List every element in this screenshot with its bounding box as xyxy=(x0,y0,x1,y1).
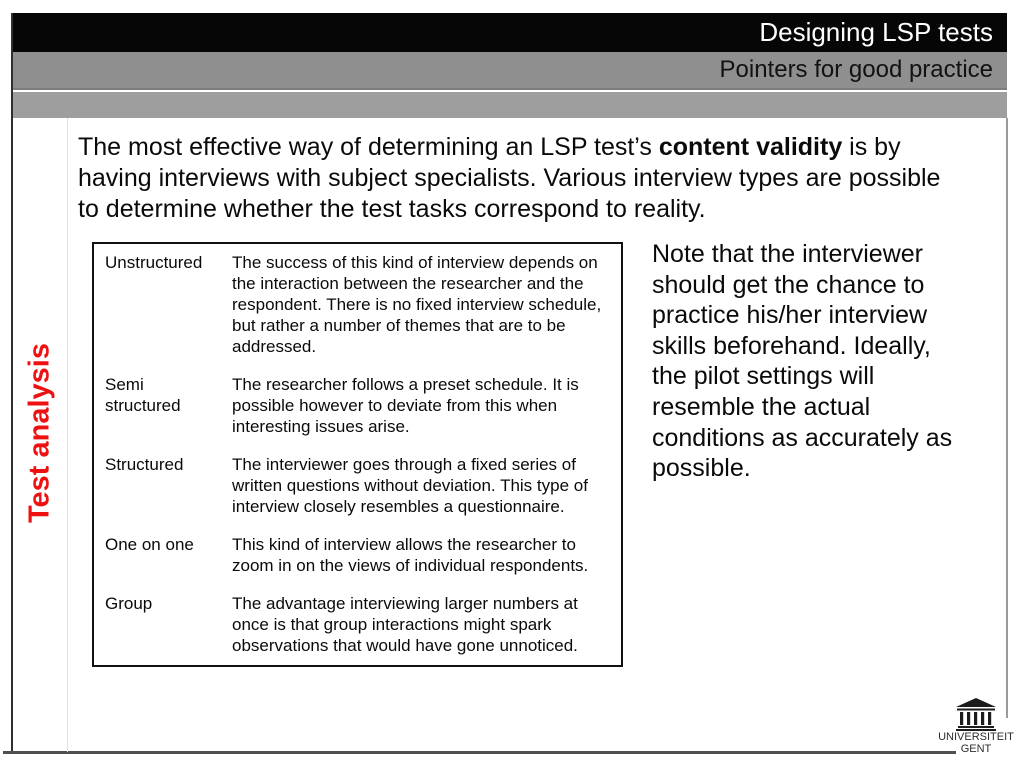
note-line: possible. xyxy=(652,454,751,483)
subtitle-bar xyxy=(11,52,1007,90)
row-type-label: Semi structured xyxy=(105,375,181,415)
title-bar xyxy=(11,13,1007,52)
sidebar-divider-line xyxy=(67,118,68,752)
row-type-label: Unstructured xyxy=(105,253,203,272)
decor-strip xyxy=(11,92,1007,118)
university-temple-icon xyxy=(956,698,996,731)
interview-types-table xyxy=(92,242,623,667)
slide-title: Designing LSP tests xyxy=(759,17,993,47)
row-type-label: Structured xyxy=(105,455,184,474)
note-line: Note that the interviewer xyxy=(652,240,923,268)
row-description: The interviewer goes through a fixed series of written questions without deviation. This type of interview closely resembles a questionnaire. xyxy=(232,455,588,516)
intro-text-line2: having interviews with subject specialists. Various interview types are possible xyxy=(78,164,941,192)
note-paragraph xyxy=(652,239,992,484)
section-label-test-analysis: Test analysis xyxy=(23,342,56,524)
slide-subtitle: Pointers for good practice xyxy=(719,56,993,83)
row-description: The advantage interviewing larger numbers at once is that group interactions might spark observations that would have gone unnoticed. xyxy=(232,594,578,655)
intro-text-post: is by xyxy=(842,133,901,161)
note-line: resemble the actual xyxy=(652,392,871,421)
bottom-border-line xyxy=(3,751,956,754)
intro-text-pre: The most effective way of determining an LSP test’s xyxy=(78,133,659,161)
table-row xyxy=(105,374,613,437)
table-row xyxy=(105,454,613,517)
row-description: The success of this kind of interview depends on the interaction between the researcher and the respondent. There is no fixed interview schedule, but rather a number of themes that are to be addressed. xyxy=(232,253,602,356)
table-row xyxy=(105,593,613,656)
logo-city-text: GENT xyxy=(960,743,992,755)
university-logo xyxy=(936,698,1016,755)
note-line: the pilot settings will xyxy=(652,362,875,391)
intro-text-bold: content validity xyxy=(658,133,843,161)
intro-text-line3: to determine whether the test tasks correspond to reality. xyxy=(78,195,706,223)
row-type-label: Group xyxy=(105,594,153,613)
note-line: practice his/her interview xyxy=(652,301,928,330)
note-line: should get the chance to xyxy=(652,270,925,299)
row-description: This kind of interview allows the researcher to zoom in on the views of individual respondents. xyxy=(232,535,589,575)
note-line: conditions as accurately as xyxy=(652,423,953,452)
table-row xyxy=(105,252,613,357)
row-type-label: One on one xyxy=(105,535,194,554)
left-border-line xyxy=(11,13,13,754)
right-border-line xyxy=(1006,118,1008,718)
note-line: skills beforehand. Ideally, xyxy=(652,331,931,360)
logo-institution-text: UNIVERSITEIT xyxy=(938,731,1014,743)
intro-paragraph xyxy=(78,132,988,225)
table-row xyxy=(105,534,613,576)
row-description: The researcher follows a preset schedule. It is possible however to deviate from this when interesting issues arise. xyxy=(232,375,579,436)
